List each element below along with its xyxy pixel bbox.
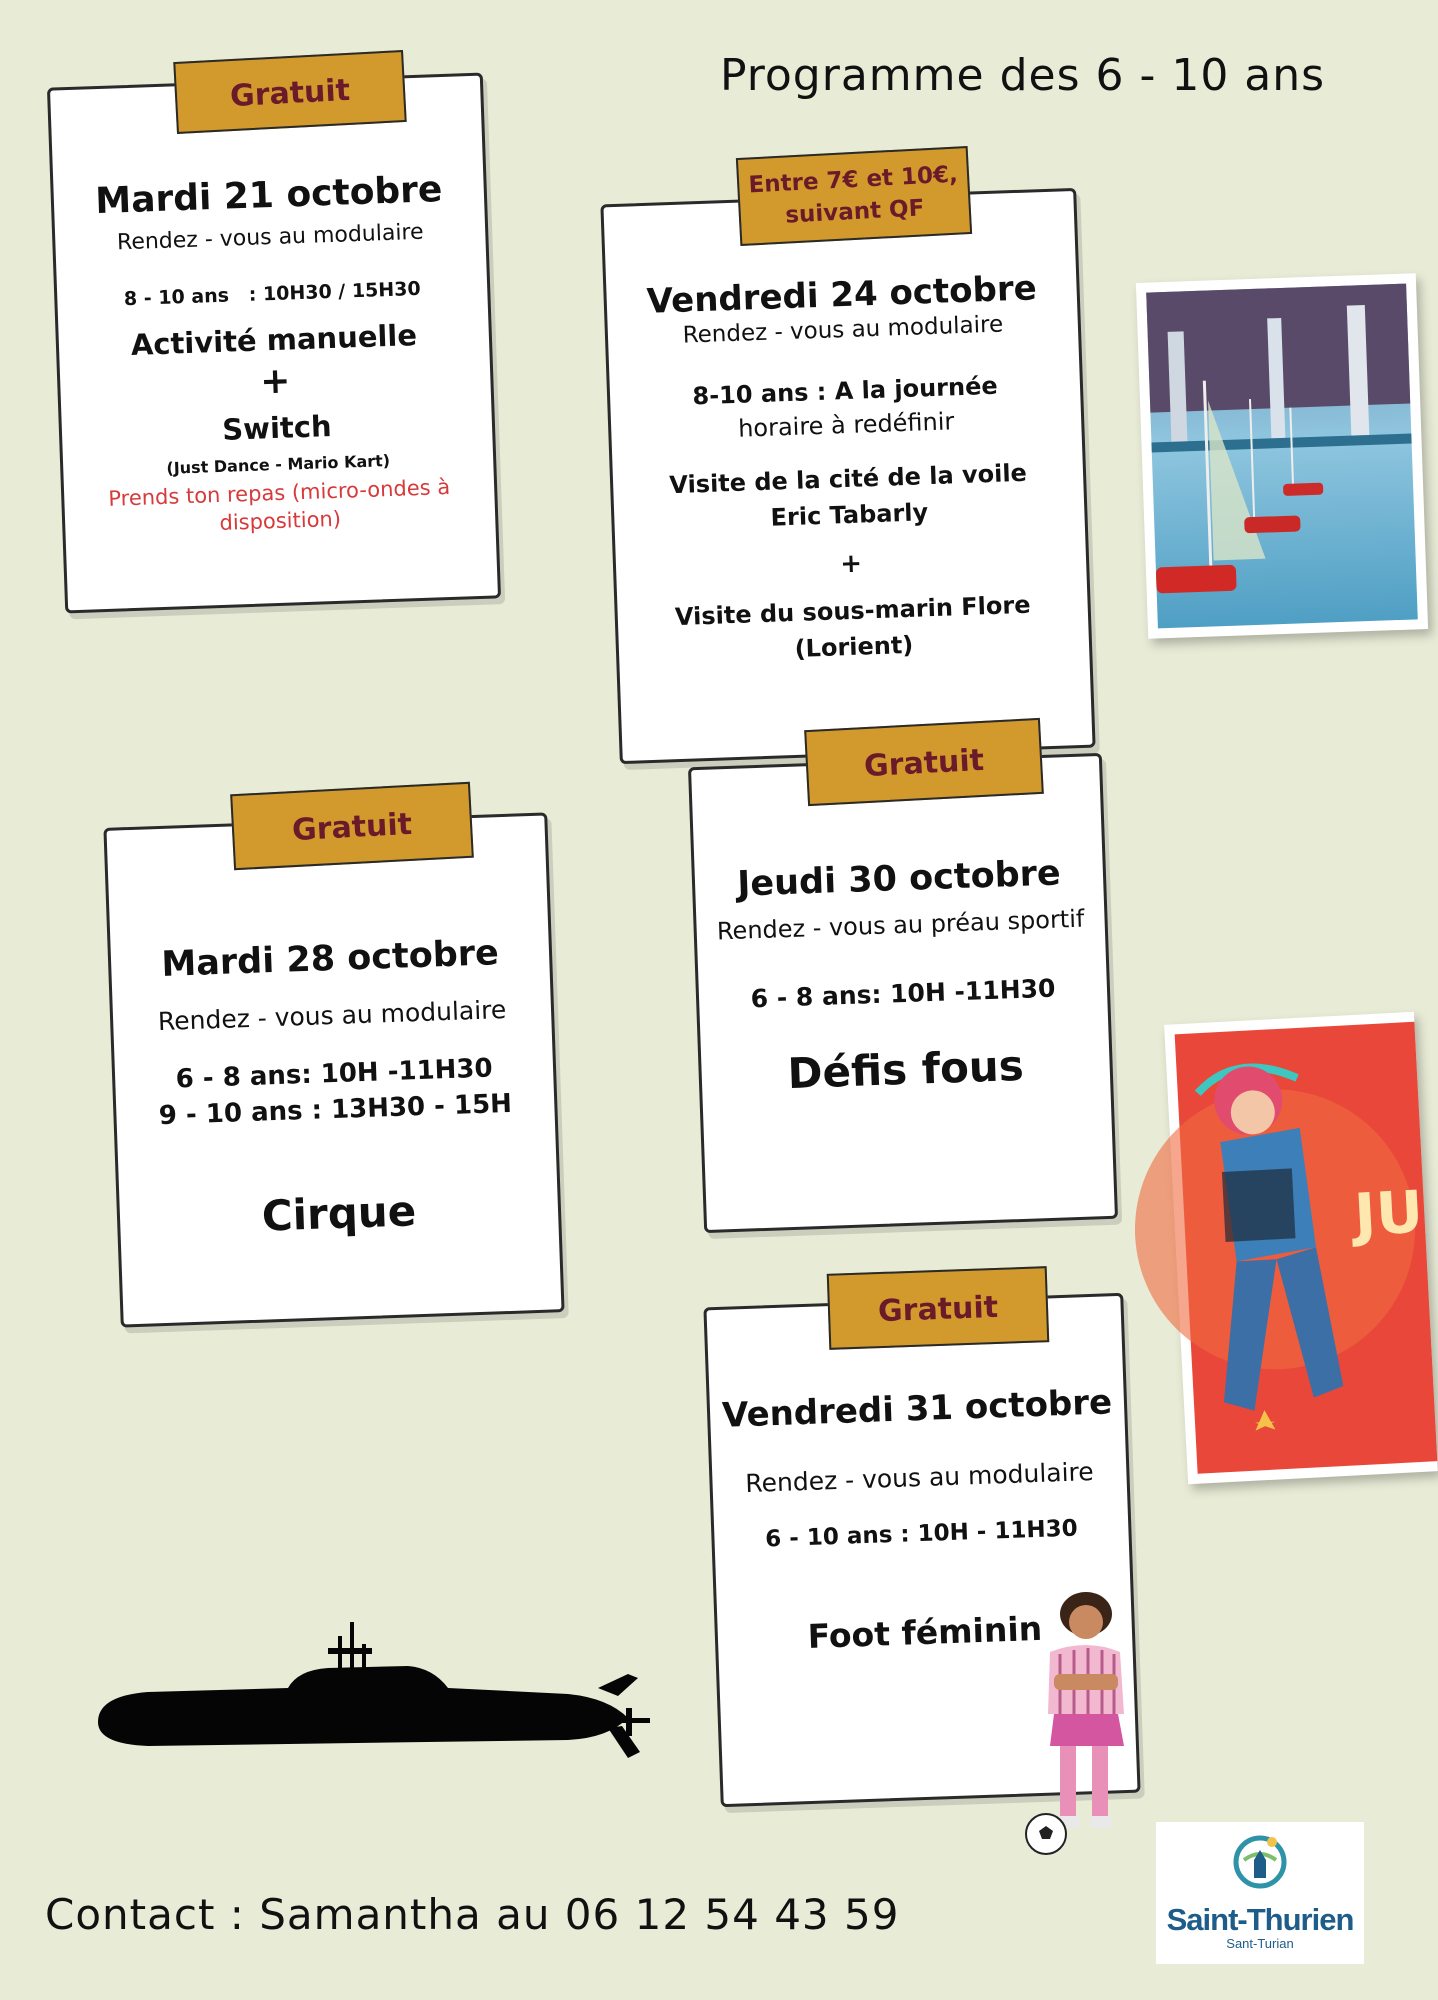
activity-card-vendredi-24 [600,188,1095,764]
price-tag-gratuit [827,1266,1050,1350]
price-tag-entre [736,146,972,246]
card-date: Jeudi 30 octobre [736,853,1062,905]
card-date: Mardi 21 octobre [94,169,444,223]
card-hours: 8 - 10 ans : 10H30 / 15H30 [123,277,422,311]
activity-card-mardi-28 [103,812,564,1327]
card-date: Vendredi 31 octobre [721,1382,1113,1436]
card-activity: Cirque [260,1186,418,1241]
price-tag-gratuit [804,718,1044,806]
submarine-silhouette [88,1618,658,1758]
card-activity: Défis fous [786,1040,1025,1099]
card-visit-4: (Lorient) [794,630,914,663]
town-logo [1156,1822,1364,1964]
card-place: Rendez - vous au modulaire [116,219,424,256]
card-activity-2: Switch [221,409,333,447]
card-note: Prends ton repas (micro-ondes à [107,474,451,511]
activity-card-jeudi-30 [688,753,1118,1233]
tag-label-2: suivant QF [784,195,925,229]
card-date: Mardi 28 octobre [160,933,500,985]
card-place: Rendez - vous au modulaire [744,1456,1095,1499]
logo-subtitle: Sant-Turian [1226,1936,1294,1951]
card-games: (Just Dance - Mario Kart) [166,451,391,478]
plus-sign: + [839,548,863,580]
card-activity: Activité manuelle [130,318,418,362]
logo-name: Saint-Thurien [1166,1902,1354,1937]
tag-label: Gratuit [291,806,413,849]
card-hours: 6 - 8 ans: 10H -11H30 [750,973,1056,1014]
sailing-boats-image [1146,284,1418,629]
football-player-illustration [1020,1590,1150,1860]
sailing-museum-photo [1136,273,1428,639]
card-hours: 6 - 10 ans : 10H - 11H30 [764,1515,1079,1553]
tag-label: Gratuit [877,1289,999,1330]
card-hours-2: 9 - 10 ans : 13H30 - 15H [158,1088,513,1132]
card-place: Rendez - vous au modulaire [157,994,507,1037]
tag-label: Entre 7€ et 10€, [747,161,959,199]
card-hours: 6 - 8 ans: 10H -11H30 [175,1053,494,1095]
card-visit: Visite de la cité de la voile [668,458,1028,500]
card-hours: 8-10 ans : A la journée [691,371,999,411]
card-visit-3: Visite du sous-marin Flore [674,590,1031,632]
tag-label: Gratuit [229,72,351,115]
card-activity: Foot féminin [806,1608,1043,1657]
just-dance-image [1175,1022,1438,1474]
price-tag-gratuit [230,782,474,870]
plus-sign: + [259,360,292,403]
page-title: Programme des 6 - 10 ans [720,50,1326,101]
just-dance-logo-text: JU [1352,1177,1425,1250]
just-dance-photo [1164,1012,1438,1484]
card-visit-2: Eric Tabarly [770,498,929,532]
card-place: Rendez - vous au modulaire [682,311,1004,349]
card-place: Rendez - vous au préau sportif [716,904,1085,946]
card-hours-note: horaire à redéfinir [737,407,955,443]
town-emblem-icon [1220,1830,1300,1900]
contact-text: Contact : Samantha au 06 12 54 43 59 [45,1890,900,1939]
card-date: Vendredi 24 octobre [646,268,1038,322]
card-note-2: disposition) [219,506,342,536]
price-tag-gratuit [173,50,406,134]
activity-card-mardi-21 [47,73,501,614]
tag-label: Gratuit [863,742,985,785]
